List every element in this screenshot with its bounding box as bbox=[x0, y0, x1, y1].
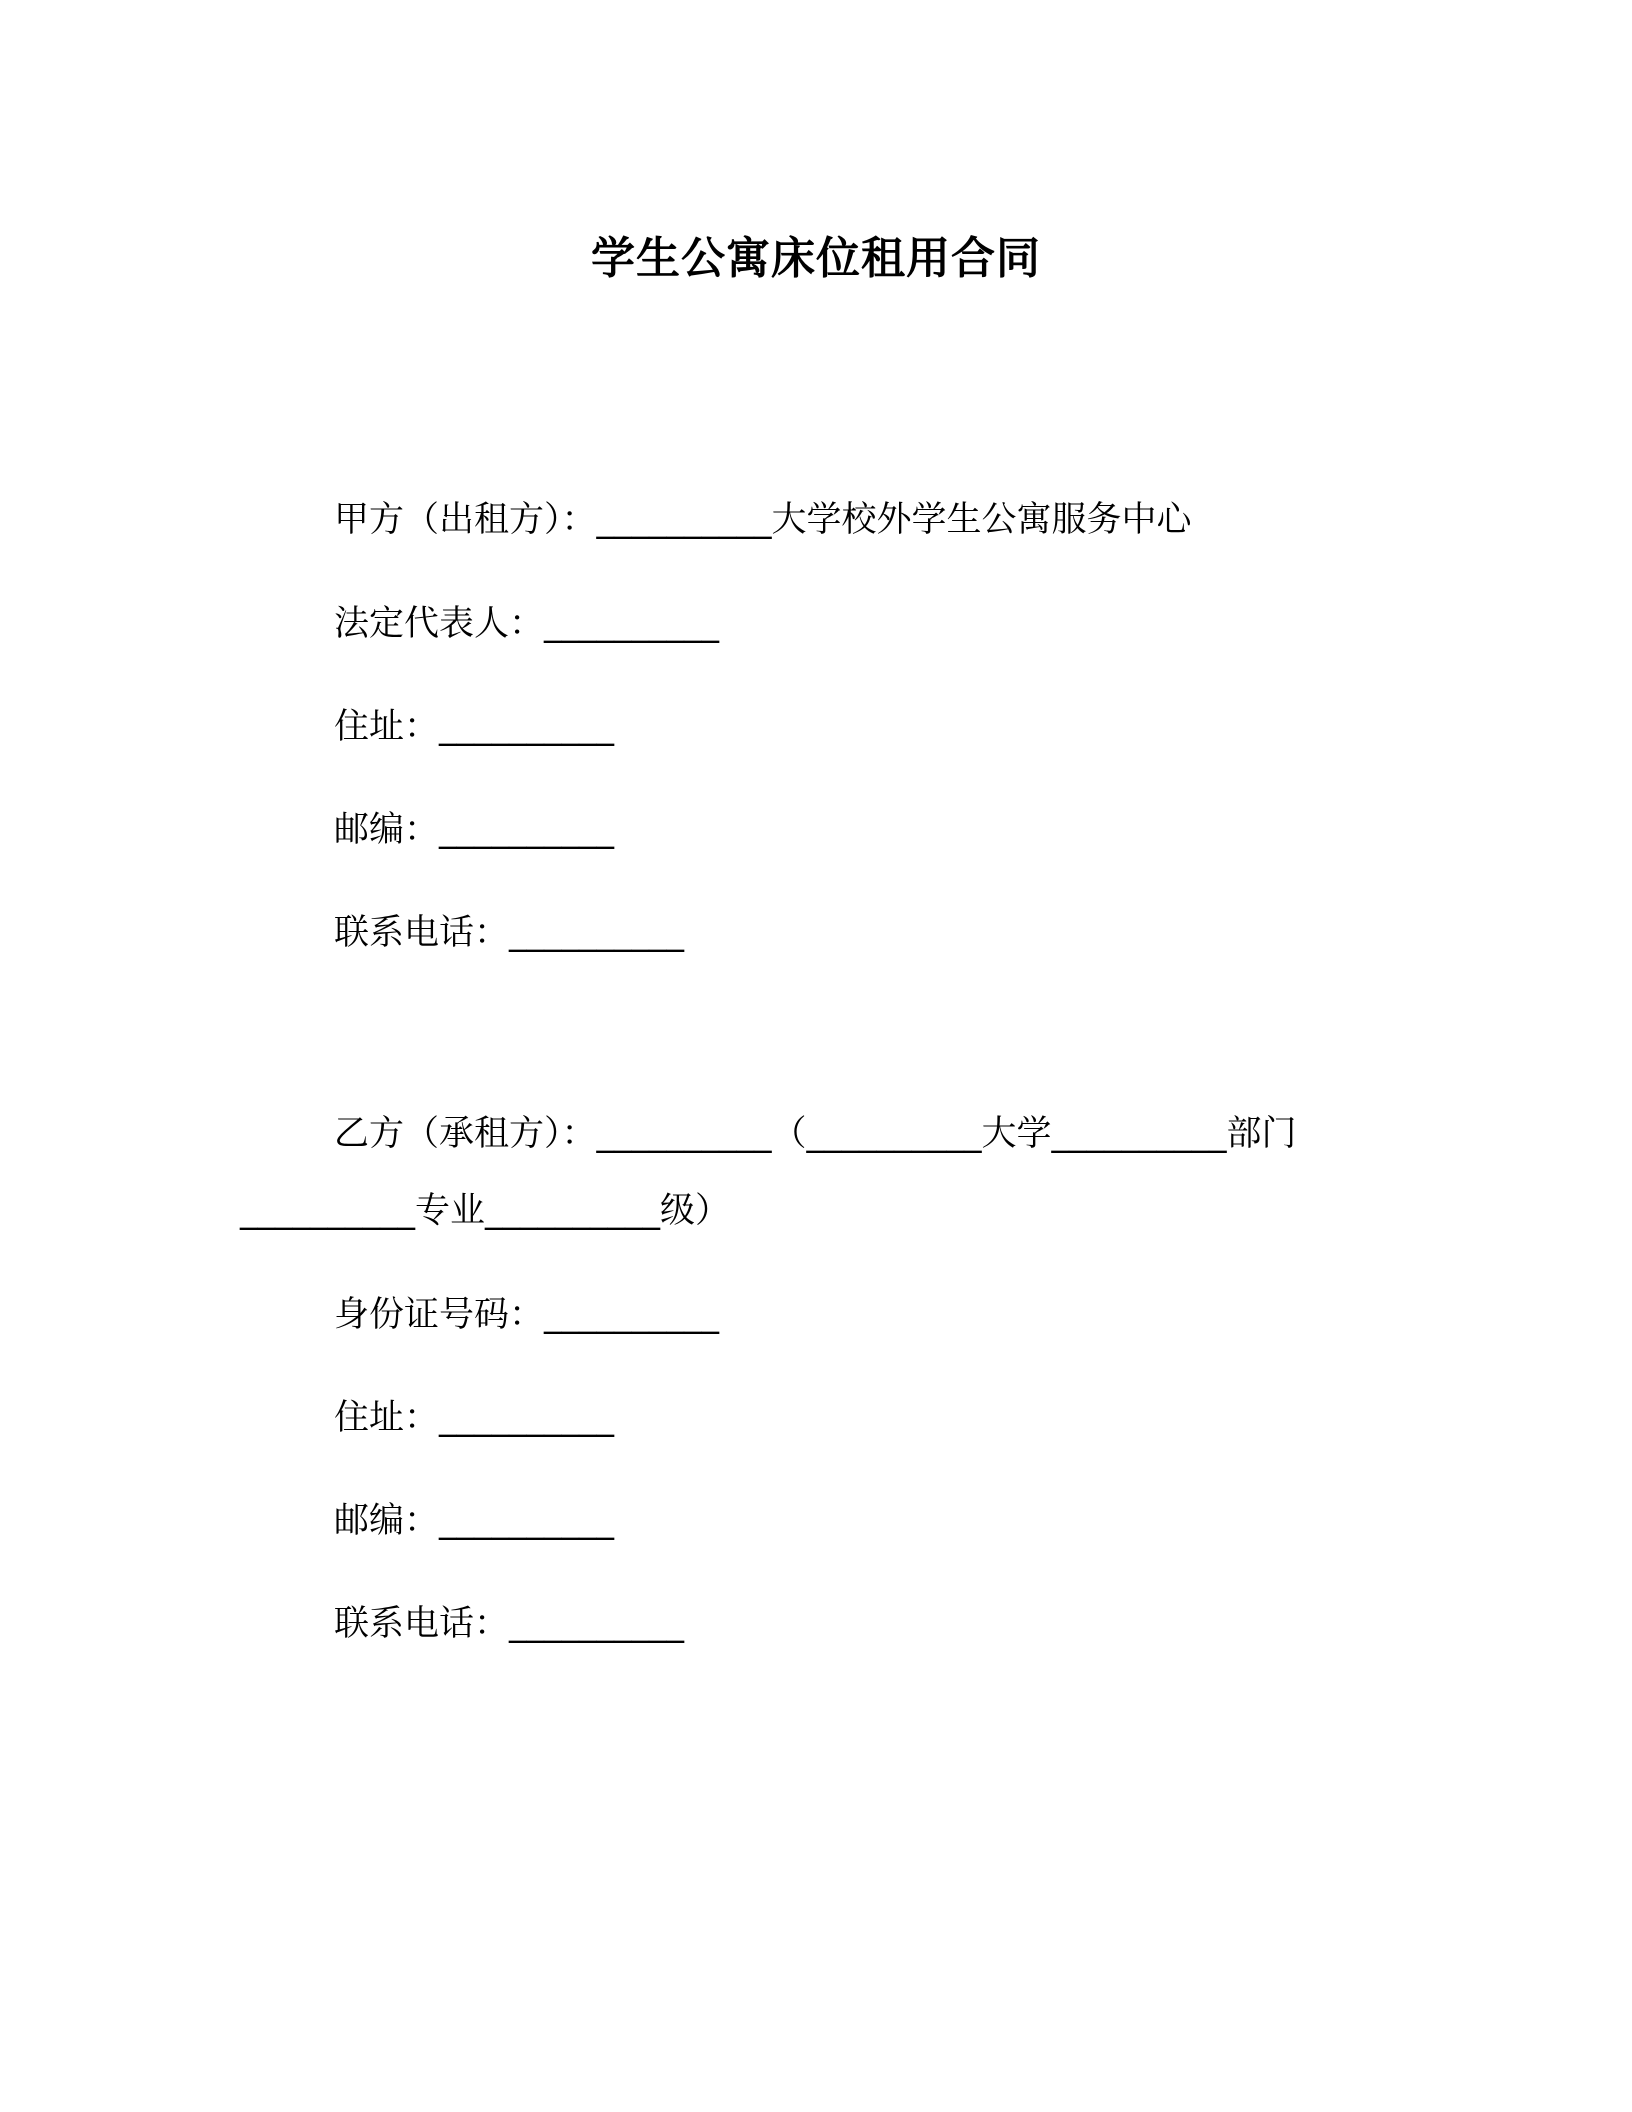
party-a-representative: 法定代表人：__________ bbox=[334, 604, 720, 644]
party-b-postcode: 邮编：__________ bbox=[334, 1501, 615, 1541]
contract-title: 学生公寓床位租用合同 bbox=[591, 233, 1041, 284]
party-a-address: 住址：__________ bbox=[334, 707, 615, 747]
party-b-name-continued: __________专业__________级） bbox=[240, 1191, 731, 1231]
party-a-postcode: 邮编：__________ bbox=[334, 810, 615, 850]
party-b-phone: 联系电话：__________ bbox=[334, 1604, 685, 1644]
party-b-id-number: 身份证号码：__________ bbox=[334, 1295, 720, 1335]
party-a-name: 甲方（出租方）：__________大学校外学生公寓服务中心 bbox=[334, 500, 1192, 540]
party-b-name: 乙方（承租方）：__________（__________大学__________部门 bbox=[334, 1114, 1297, 1154]
party-a-phone: 联系电话：__________ bbox=[334, 913, 685, 953]
party-b-address: 住址：__________ bbox=[334, 1398, 615, 1438]
